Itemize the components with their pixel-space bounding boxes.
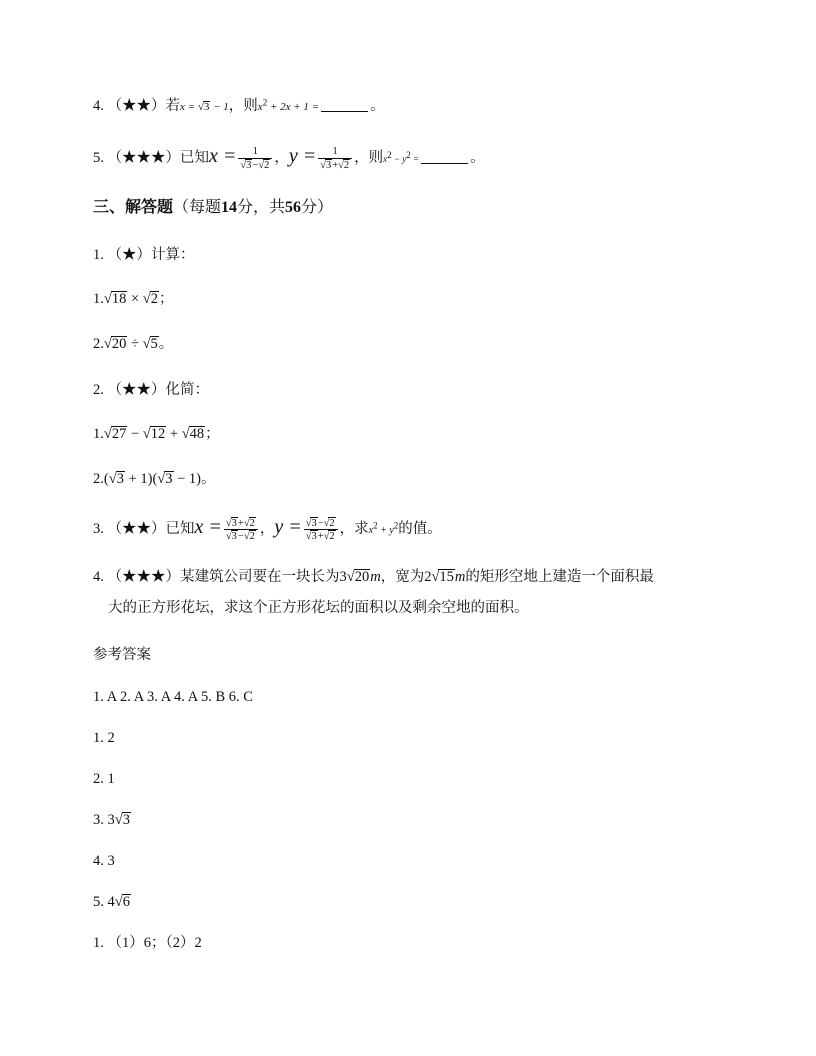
difficulty-stars: （★★）	[107, 521, 166, 537]
expression: (√3 + 1)(√3 − 1)	[103, 471, 202, 487]
difficulty-stars: （★★★）	[107, 569, 180, 585]
problem-1: 1. （★）计算：	[93, 247, 195, 263]
fraction: $\frac{√3-√2}{√3+√2}$	[304, 517, 338, 543]
answer-blank[interactable]	[421, 149, 468, 164]
expression: $x^2 + 2x + 1$ =	[257, 97, 320, 113]
problem-4: 4. （★★★）某建筑公司要在一块长为3√20m，宽为2√15m的矩形空地上建造一个面积最	[93, 569, 654, 585]
problem-2: 2. （★★）化简：	[93, 382, 209, 398]
length-expression: 3√20m	[339, 569, 381, 585]
answer-fill-4: 4. 3	[93, 853, 115, 869]
expression: x2 + y2	[368, 520, 399, 536]
problem-2-part-2: 2.(√3 + 1)(√3 − 1)。	[93, 471, 216, 487]
answer-fill-2: 2. 1	[93, 771, 115, 787]
problem-1-part-1: 1.√18 × √2；	[93, 291, 174, 307]
answer-fill-1: 1. 2	[93, 730, 115, 746]
problem-3: 3. （★★）已知x = $\frac{√3+√2}{√3-√2}$ ，y = $\frac{√3-√2}{√3+√2}$ ，求x2 + y2的值。	[93, 516, 442, 543]
problem-2-part-1: 1.√27 − √12 + √48；	[93, 426, 220, 442]
answers-title: 参考答案	[93, 647, 151, 663]
question-number: 4.	[93, 569, 104, 585]
problem-1-part-2: 2.√20 ÷ √5。	[93, 336, 174, 352]
answer-solution-1: 1. （1）6；（2）2	[93, 935, 202, 951]
expression: x2 − y2 =	[383, 150, 420, 164]
fill-question-5: 5. （★★★）已知x = $\frac{1}{√3-√2}$ ，y = $\frac{1}{√3+√2}$ ，则x2 − y2 = 。	[93, 145, 485, 171]
fill-question-4: 4. （★★）若x = √3 − 1，则$x^2 + 2x + 1$ = 。	[93, 97, 385, 114]
difficulty-stars: （★★★）	[107, 150, 180, 166]
answer-fill-3: 3. 3√3	[93, 812, 130, 828]
equation: x = √3 − 1	[180, 101, 229, 113]
difficulty-stars: （★★）	[107, 382, 166, 398]
fraction: $\frac{1}{√3-√2}$	[238, 146, 272, 171]
fraction: $\frac{√3+√2}{√3-√2}$	[224, 517, 258, 543]
question-number: 1.	[93, 247, 104, 263]
expression: √20 ÷ √5	[103, 336, 158, 352]
section-heading: 三、解答题（每题14分，共56分）	[93, 199, 334, 216]
fraction: $\frac{1}{√3+√2}$	[318, 146, 352, 171]
answer-fill-5: 5. 4√6	[93, 894, 130, 910]
difficulty-stars: （★★）	[107, 98, 166, 114]
question-number: 2.	[93, 382, 104, 398]
expression: √27 − √12 + √48	[103, 426, 205, 442]
expression: √18 × √2	[103, 291, 158, 307]
question-number: 5.	[93, 150, 104, 166]
width-expression: 2√15m	[424, 569, 466, 585]
problem-4-line-2: 大的正方形花坛，求这个正方形花坛的面积以及剩余空地的面积。	[108, 600, 529, 616]
answer-blank[interactable]	[321, 97, 368, 112]
question-number: 4.	[93, 98, 104, 114]
question-number: 3.	[93, 521, 104, 537]
answer-multiple-choice: 1. A 2. A 3. A 4. A 5. B 6. C	[93, 689, 253, 705]
difficulty-stars: （★）	[107, 247, 151, 263]
